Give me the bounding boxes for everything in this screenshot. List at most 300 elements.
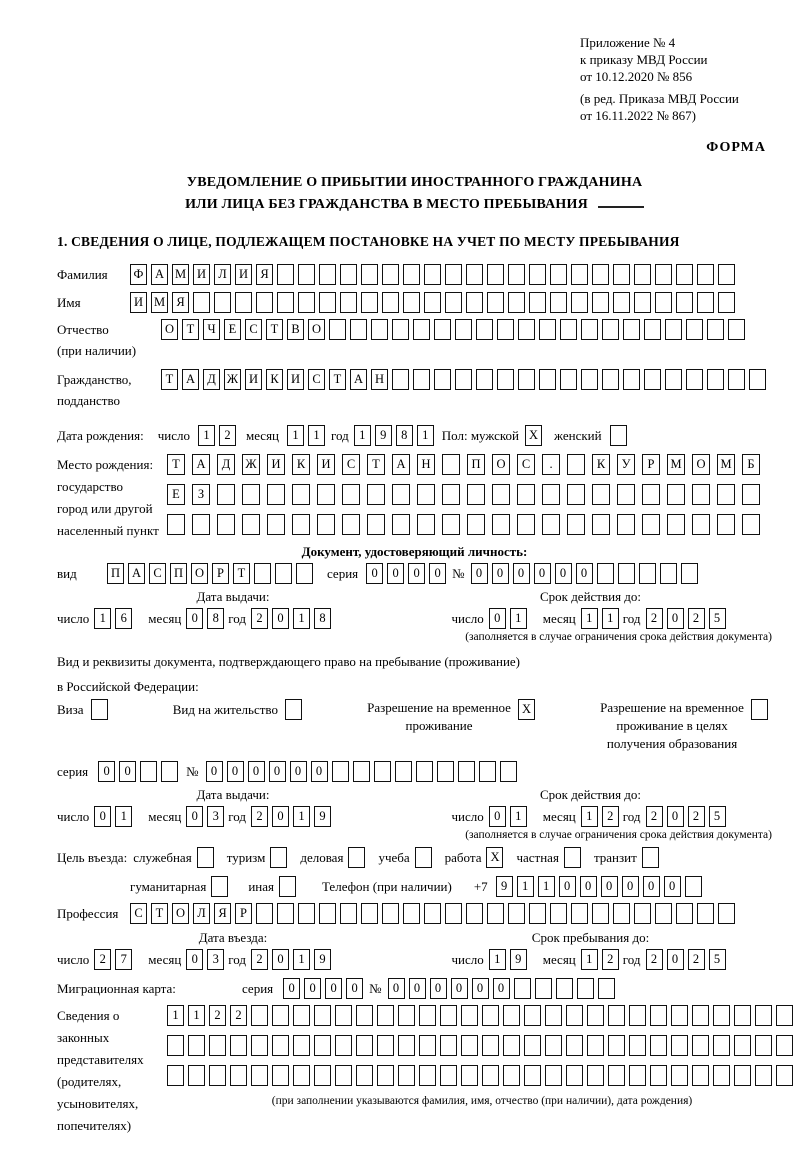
char-box[interactable] (755, 1035, 772, 1056)
char-box[interactable]: И (130, 292, 147, 313)
char-box[interactable] (717, 484, 735, 505)
char-box[interactable]: 0 (272, 608, 289, 629)
char-box[interactable]: С (130, 903, 147, 924)
char-box[interactable]: 1 (293, 806, 310, 827)
char-box[interactable]: 0 (272, 806, 289, 827)
char-box[interactable] (267, 484, 285, 505)
char-box[interactable] (517, 514, 535, 535)
char-box[interactable] (319, 264, 336, 285)
char-box[interactable] (461, 1005, 478, 1026)
checkbox[interactable] (348, 847, 365, 868)
char-box[interactable]: 0 (451, 978, 468, 999)
char-box[interactable] (487, 292, 504, 313)
char-box[interactable] (445, 292, 462, 313)
char-box[interactable] (293, 1065, 310, 1086)
char-box[interactable] (676, 903, 693, 924)
char-box[interactable] (403, 264, 420, 285)
char-box[interactable]: С (245, 319, 262, 340)
char-box[interactable]: Д (217, 454, 235, 475)
char-box[interactable] (217, 484, 235, 505)
char-box[interactable]: 1 (602, 608, 619, 629)
char-box[interactable] (550, 292, 567, 313)
char-box[interactable] (482, 1065, 499, 1086)
char-box[interactable] (602, 319, 619, 340)
char-box[interactable] (514, 978, 531, 999)
char-box[interactable] (518, 369, 535, 390)
char-box[interactable] (482, 1035, 499, 1056)
char-box[interactable]: 0 (580, 876, 597, 897)
char-box[interactable] (298, 903, 315, 924)
char-box[interactable] (416, 761, 433, 782)
char-box[interactable]: 0 (119, 761, 136, 782)
char-box[interactable] (293, 1035, 310, 1056)
char-box[interactable] (437, 761, 454, 782)
char-box[interactable] (508, 264, 525, 285)
char-box[interactable]: Ф (130, 264, 147, 285)
char-box[interactable] (382, 292, 399, 313)
char-box[interactable] (629, 1005, 646, 1026)
char-box[interactable] (242, 484, 260, 505)
char-box[interactable] (608, 1035, 625, 1056)
char-box[interactable] (566, 1065, 583, 1086)
char-box[interactable]: 0 (311, 761, 328, 782)
checkbox[interactable] (270, 847, 287, 868)
char-box[interactable] (556, 978, 573, 999)
char-box[interactable] (392, 484, 410, 505)
char-box[interactable] (417, 484, 435, 505)
char-box[interactable] (667, 484, 685, 505)
char-box[interactable] (466, 264, 483, 285)
char-box[interactable]: 1 (167, 1005, 184, 1026)
char-box[interactable] (560, 369, 577, 390)
char-box[interactable] (254, 563, 271, 584)
char-box[interactable]: И (317, 454, 335, 475)
char-box[interactable] (776, 1005, 793, 1026)
char-box[interactable]: 0 (388, 978, 405, 999)
char-box[interactable] (718, 264, 735, 285)
char-box[interactable] (655, 903, 672, 924)
char-box[interactable] (742, 514, 760, 535)
char-box[interactable] (529, 903, 546, 924)
char-box[interactable] (613, 264, 630, 285)
char-box[interactable] (613, 903, 630, 924)
char-box[interactable] (665, 369, 682, 390)
char-box[interactable]: О (308, 319, 325, 340)
char-box[interactable] (717, 514, 735, 535)
char-box[interactable] (676, 292, 693, 313)
char-box[interactable]: И (235, 264, 252, 285)
char-box[interactable] (542, 484, 560, 505)
char-box[interactable] (251, 1065, 268, 1086)
char-box[interactable] (413, 319, 430, 340)
char-box[interactable]: Е (224, 319, 241, 340)
char-box[interactable] (692, 484, 710, 505)
char-box[interactable]: 0 (643, 876, 660, 897)
checkbox[interactable] (211, 876, 228, 897)
char-box[interactable] (395, 761, 412, 782)
char-box[interactable] (482, 1005, 499, 1026)
char-box[interactable] (242, 514, 260, 535)
char-box[interactable] (361, 292, 378, 313)
char-box[interactable]: 1 (517, 876, 534, 897)
char-box[interactable]: У (617, 454, 635, 475)
char-box[interactable]: К (266, 369, 283, 390)
char-box[interactable] (476, 369, 493, 390)
char-box[interactable] (697, 903, 714, 924)
char-box[interactable] (466, 292, 483, 313)
char-box[interactable]: 6 (115, 608, 132, 629)
char-box[interactable] (367, 514, 385, 535)
char-box[interactable]: 0 (366, 563, 383, 584)
char-box[interactable] (398, 1065, 415, 1086)
char-box[interactable] (524, 1005, 541, 1026)
char-box[interactable] (442, 454, 460, 475)
char-box[interactable]: 2 (646, 949, 663, 970)
char-box[interactable]: 9 (314, 806, 331, 827)
char-box[interactable] (571, 264, 588, 285)
char-box[interactable] (479, 761, 496, 782)
char-box[interactable]: 0 (269, 761, 286, 782)
char-box[interactable] (749, 369, 766, 390)
char-box[interactable]: А (192, 454, 210, 475)
char-box[interactable]: 0 (559, 876, 576, 897)
char-box[interactable] (329, 319, 346, 340)
char-box[interactable]: И (287, 369, 304, 390)
char-box[interactable] (272, 1035, 289, 1056)
char-box[interactable]: 9 (496, 876, 513, 897)
char-box[interactable]: С (342, 454, 360, 475)
char-box[interactable]: 0 (667, 949, 684, 970)
char-box[interactable]: 8 (396, 425, 413, 446)
char-box[interactable]: Ч (203, 319, 220, 340)
char-box[interactable] (623, 369, 640, 390)
char-box[interactable] (167, 1065, 184, 1086)
char-box[interactable] (277, 264, 294, 285)
char-box[interactable] (503, 1035, 520, 1056)
checkbox[interactable] (610, 425, 627, 446)
char-box[interactable]: 9 (314, 949, 331, 970)
char-box[interactable] (592, 903, 609, 924)
char-box[interactable] (755, 1005, 772, 1026)
char-box[interactable]: 0 (555, 563, 572, 584)
char-box[interactable]: 0 (290, 761, 307, 782)
char-box[interactable] (235, 292, 252, 313)
char-box[interactable]: 0 (513, 563, 530, 584)
char-box[interactable] (517, 484, 535, 505)
char-box[interactable] (634, 292, 651, 313)
char-box[interactable] (692, 1035, 709, 1056)
char-box[interactable] (665, 319, 682, 340)
char-box[interactable]: 2 (251, 806, 268, 827)
char-box[interactable] (161, 761, 178, 782)
char-box[interactable] (317, 484, 335, 505)
char-box[interactable] (650, 1035, 667, 1056)
char-box[interactable]: С (517, 454, 535, 475)
char-box[interactable]: 1 (198, 425, 215, 446)
char-box[interactable] (685, 876, 702, 897)
char-box[interactable] (398, 1005, 415, 1026)
char-box[interactable] (442, 514, 460, 535)
char-box[interactable]: 1 (510, 806, 527, 827)
char-box[interactable]: М (151, 292, 168, 313)
char-box[interactable]: 1 (293, 949, 310, 970)
checkbox[interactable] (197, 847, 214, 868)
char-box[interactable] (671, 1005, 688, 1026)
char-box[interactable] (335, 1065, 352, 1086)
char-box[interactable] (298, 292, 315, 313)
char-box[interactable]: 2 (209, 1005, 226, 1026)
char-box[interactable]: М (172, 264, 189, 285)
char-box[interactable] (535, 978, 552, 999)
char-box[interactable] (539, 369, 556, 390)
char-box[interactable] (524, 1035, 541, 1056)
char-box[interactable] (230, 1065, 247, 1086)
char-box[interactable] (639, 563, 656, 584)
char-box[interactable] (602, 369, 619, 390)
char-box[interactable] (392, 319, 409, 340)
char-box[interactable]: Т (233, 563, 250, 584)
char-box[interactable]: 0 (206, 761, 223, 782)
char-box[interactable] (742, 484, 760, 505)
char-box[interactable] (377, 1035, 394, 1056)
char-box[interactable]: И (267, 454, 285, 475)
char-box[interactable] (361, 264, 378, 285)
char-box[interactable] (713, 1035, 730, 1056)
char-box[interactable] (466, 903, 483, 924)
char-box[interactable]: Я (172, 292, 189, 313)
char-box[interactable]: Ж (242, 454, 260, 475)
char-box[interactable]: Л (193, 903, 210, 924)
char-box[interactable] (293, 1005, 310, 1026)
char-box[interactable] (503, 1065, 520, 1086)
char-box[interactable] (592, 292, 609, 313)
char-box[interactable] (581, 319, 598, 340)
char-box[interactable] (776, 1035, 793, 1056)
char-box[interactable] (503, 1005, 520, 1026)
char-box[interactable] (167, 1035, 184, 1056)
checkbox[interactable]: X (525, 425, 542, 446)
char-box[interactable] (424, 264, 441, 285)
char-box[interactable] (539, 319, 556, 340)
char-box[interactable]: 0 (272, 949, 289, 970)
char-box[interactable] (277, 292, 294, 313)
char-box[interactable] (755, 1065, 772, 1086)
char-box[interactable]: Л (214, 264, 231, 285)
char-box[interactable]: 9 (510, 949, 527, 970)
char-box[interactable] (188, 1035, 205, 1056)
char-box[interactable] (296, 563, 313, 584)
char-box[interactable]: В (287, 319, 304, 340)
char-box[interactable] (424, 292, 441, 313)
char-box[interactable] (214, 292, 231, 313)
char-box[interactable]: 1 (581, 806, 598, 827)
char-box[interactable] (567, 454, 585, 475)
char-box[interactable] (335, 1035, 352, 1056)
char-box[interactable] (542, 514, 560, 535)
char-box[interactable]: 0 (346, 978, 363, 999)
char-box[interactable]: 1 (510, 608, 527, 629)
char-box[interactable] (487, 903, 504, 924)
char-box[interactable]: Я (214, 903, 231, 924)
char-box[interactable] (650, 1065, 667, 1086)
char-box[interactable] (332, 761, 349, 782)
char-box[interactable] (566, 1035, 583, 1056)
char-box[interactable] (581, 369, 598, 390)
char-box[interactable] (681, 563, 698, 584)
char-box[interactable] (458, 761, 475, 782)
char-box[interactable] (335, 1005, 352, 1026)
char-box[interactable]: 0 (430, 978, 447, 999)
char-box[interactable] (634, 264, 651, 285)
char-box[interactable] (550, 903, 567, 924)
char-box[interactable]: 2 (688, 608, 705, 629)
char-box[interactable]: 1 (417, 425, 434, 446)
char-box[interactable] (314, 1065, 331, 1086)
char-box[interactable] (587, 1005, 604, 1026)
char-box[interactable]: 0 (227, 761, 244, 782)
char-box[interactable] (440, 1005, 457, 1026)
char-box[interactable] (467, 484, 485, 505)
char-box[interactable] (655, 264, 672, 285)
char-box[interactable] (550, 264, 567, 285)
char-box[interactable]: 0 (493, 978, 510, 999)
char-box[interactable] (617, 514, 635, 535)
char-box[interactable] (267, 514, 285, 535)
char-box[interactable] (251, 1035, 268, 1056)
char-box[interactable] (140, 761, 157, 782)
char-box[interactable]: Т (266, 319, 283, 340)
char-box[interactable] (776, 1065, 793, 1086)
char-box[interactable] (686, 369, 703, 390)
char-box[interactable] (623, 319, 640, 340)
char-box[interactable] (455, 319, 472, 340)
char-box[interactable] (497, 319, 514, 340)
char-box[interactable]: М (717, 454, 735, 475)
char-box[interactable] (392, 514, 410, 535)
char-box[interactable]: 2 (251, 608, 268, 629)
char-box[interactable] (697, 264, 714, 285)
char-box[interactable]: Т (367, 454, 385, 475)
char-box[interactable] (598, 978, 615, 999)
checkbox[interactable] (279, 876, 296, 897)
char-box[interactable] (217, 514, 235, 535)
char-box[interactable] (319, 292, 336, 313)
char-box[interactable]: 8 (314, 608, 331, 629)
char-box[interactable] (629, 1035, 646, 1056)
char-box[interactable]: 0 (489, 608, 506, 629)
char-box[interactable]: 1 (489, 949, 506, 970)
char-box[interactable] (508, 292, 525, 313)
char-box[interactable]: К (292, 454, 310, 475)
char-box[interactable]: О (172, 903, 189, 924)
char-box[interactable] (667, 514, 685, 535)
char-box[interactable] (419, 1035, 436, 1056)
char-box[interactable] (634, 903, 651, 924)
char-box[interactable]: 0 (325, 978, 342, 999)
char-box[interactable]: 0 (667, 608, 684, 629)
char-box[interactable]: А (182, 369, 199, 390)
char-box[interactable] (500, 761, 517, 782)
char-box[interactable] (566, 1005, 583, 1026)
char-box[interactable]: 2 (219, 425, 236, 446)
char-box[interactable] (209, 1035, 226, 1056)
char-box[interactable] (192, 514, 210, 535)
checkbox[interactable] (415, 847, 432, 868)
char-box[interactable]: М (667, 454, 685, 475)
char-box[interactable]: А (151, 264, 168, 285)
char-box[interactable]: Д (203, 369, 220, 390)
char-box[interactable] (728, 369, 745, 390)
char-box[interactable]: П (467, 454, 485, 475)
char-box[interactable]: П (170, 563, 187, 584)
char-box[interactable]: 2 (688, 806, 705, 827)
char-box[interactable] (707, 319, 724, 340)
char-box[interactable] (256, 903, 273, 924)
char-box[interactable] (660, 563, 677, 584)
char-box[interactable]: 1 (581, 608, 598, 629)
char-box[interactable]: 0 (664, 876, 681, 897)
char-box[interactable] (314, 1035, 331, 1056)
char-box[interactable] (374, 761, 391, 782)
char-box[interactable] (718, 903, 735, 924)
char-box[interactable] (467, 514, 485, 535)
char-box[interactable]: 5 (709, 949, 726, 970)
char-box[interactable] (417, 514, 435, 535)
char-box[interactable]: 1 (581, 949, 598, 970)
char-box[interactable] (676, 264, 693, 285)
char-box[interactable] (492, 484, 510, 505)
char-box[interactable]: 1 (188, 1005, 205, 1026)
char-box[interactable]: Ж (224, 369, 241, 390)
char-box[interactable] (419, 1065, 436, 1086)
char-box[interactable]: . (542, 454, 560, 475)
checkbox[interactable] (564, 847, 581, 868)
char-box[interactable] (377, 1065, 394, 1086)
char-box[interactable]: А (392, 454, 410, 475)
char-box[interactable] (567, 484, 585, 505)
char-box[interactable] (518, 319, 535, 340)
char-box[interactable] (314, 1005, 331, 1026)
char-box[interactable] (613, 292, 630, 313)
char-box[interactable]: Т (151, 903, 168, 924)
char-box[interactable] (692, 514, 710, 535)
char-box[interactable]: 0 (576, 563, 593, 584)
char-box[interactable] (713, 1005, 730, 1026)
char-box[interactable] (692, 1005, 709, 1026)
char-box[interactable]: И (245, 369, 262, 390)
char-box[interactable]: А (350, 369, 367, 390)
char-box[interactable] (230, 1035, 247, 1056)
char-box[interactable] (734, 1065, 751, 1086)
char-box[interactable] (292, 514, 310, 535)
char-box[interactable]: 1 (538, 876, 555, 897)
char-box[interactable] (642, 484, 660, 505)
char-box[interactable] (353, 761, 370, 782)
char-box[interactable]: А (128, 563, 145, 584)
char-box[interactable]: 0 (186, 949, 203, 970)
char-box[interactable] (356, 1035, 373, 1056)
char-box[interactable] (629, 1065, 646, 1086)
char-box[interactable] (524, 1065, 541, 1086)
char-box[interactable] (592, 514, 610, 535)
char-box[interactable] (567, 514, 585, 535)
char-box[interactable] (545, 1005, 562, 1026)
char-box[interactable]: 2 (646, 806, 663, 827)
char-box[interactable] (476, 319, 493, 340)
char-box[interactable]: 2 (230, 1005, 247, 1026)
char-box[interactable] (592, 484, 610, 505)
char-box[interactable] (167, 514, 185, 535)
